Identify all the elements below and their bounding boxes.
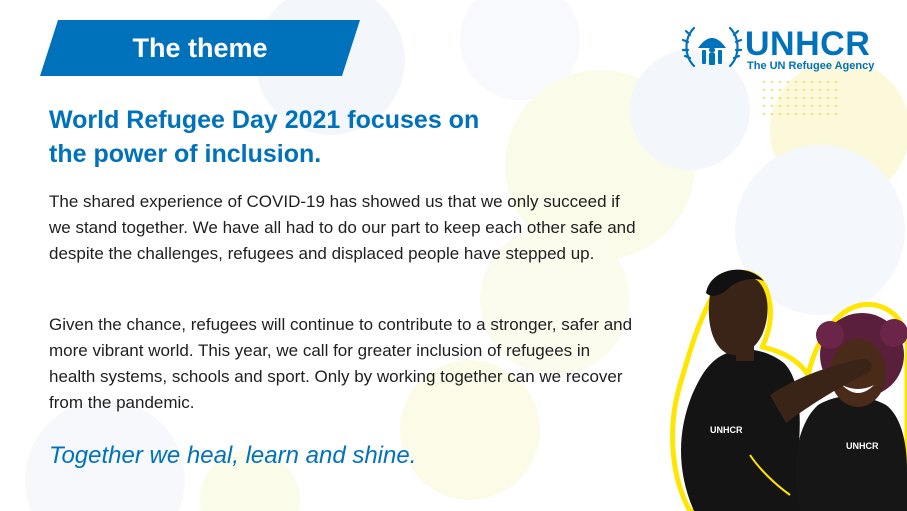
unhcr-logo — [682, 20, 887, 76]
logo-name: UNHCR — [745, 25, 871, 63]
headline-line-2: the power of inclusion. — [49, 140, 322, 168]
theme-banner — [40, 20, 360, 76]
refugee-athletes-photo — [650, 255, 907, 511]
logo-tagline: The UN Refugee Agency — [747, 60, 875, 72]
unhcr-emblem-icon — [682, 22, 742, 72]
banner-title: The theme — [132, 33, 268, 63]
paragraph-covid: The shared experience of COVID-19 has showed us that we only succeed if we stand together. We have all had to do our part to keep each other safe and despite the challenges, refugees and displaced people have stepped up. — [49, 192, 636, 263]
paragraph-inclusion: Given the chance, refugees will continue to contribute to a stronger, safer and more vibrant world. This year, we call for greater inclusion of refugees in health systems, schools and sport. Only by working together can we recover from the pandemic. — [49, 315, 633, 412]
dot-pattern — [760, 78, 840, 122]
headline-line-1: World Refugee Day 2021 focuses on — [49, 106, 480, 134]
headline — [49, 103, 569, 171]
tagline: Together we heal, learn and shine. — [49, 442, 417, 469]
